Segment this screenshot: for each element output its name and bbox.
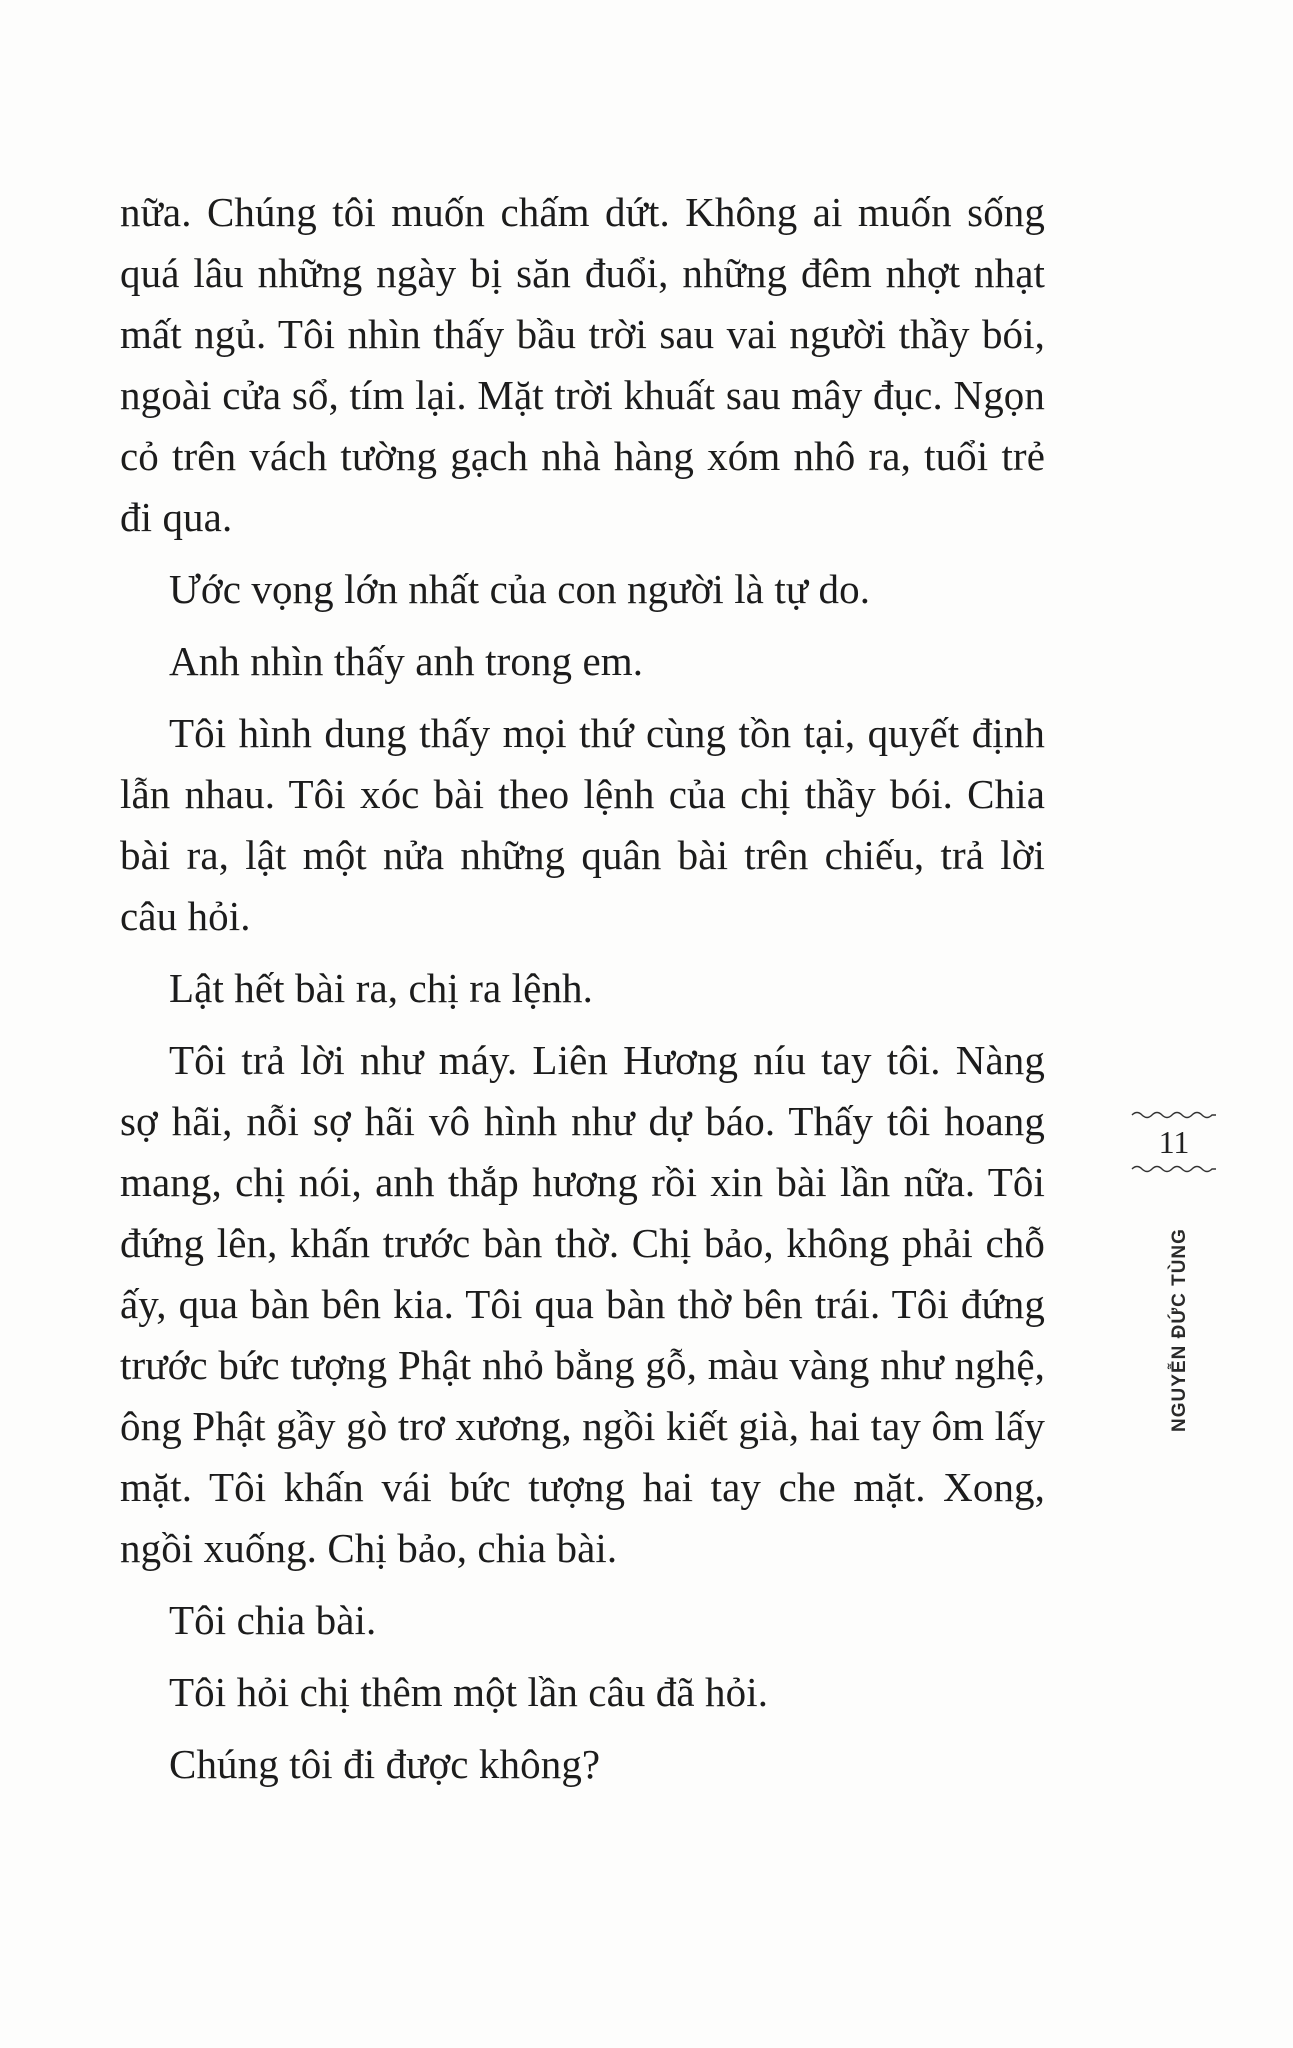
- running-author: [1160, 1220, 1200, 1440]
- paragraph-freedom: Ước vọng lớn nhất của con người là tự do.: [169, 566, 871, 612]
- paragraph-imagine: Tôi hình dung thấy mọi thứ cùng tồn tại, quyết định lẫn nhau. Tôi xóc bài theo lệnh của chị thầy bói. Chia bài ra, lật một nửa những quân bài trên chiếu, trả lời câu hỏi.: [120, 710, 1045, 939]
- author-name: NGUYỄN ĐỨC TÙNG: [1169, 1228, 1190, 1432]
- page-number: 11: [1158, 1124, 1190, 1160]
- squiggle-ornament-top: [1130, 1108, 1218, 1122]
- paragraph-deal: Tôi chia bài.: [169, 1597, 377, 1643]
- body-text: [120, 182, 1045, 1806]
- paragraph-anh-em: Anh nhìn thấy anh trong em.: [169, 638, 644, 684]
- paragraph-question: Chúng tôi đi được không?: [169, 1741, 601, 1787]
- page-folio: [1130, 1108, 1218, 1176]
- squiggle-ornament-bottom: [1130, 1162, 1218, 1176]
- paragraph-continuation: nữa. Chúng tôi muốn chấm dứt. Không ai muốn sống quá lâu những ngày bị săn đuổi, những đêm nhợt nhạt mất ngủ. Tôi nhìn thấy bầu trời sau vai người thầy bói, ngoài cửa sổ, tím lại. Mặt trời khuất sau mây đục. Ngọn cỏ trên vách tường gạch nhà hàng xóm nhô ra, tuổi trẻ đi qua.: [120, 189, 1045, 540]
- paragraph-ask-again: Tôi hỏi chị thêm một lần câu đã hỏi.: [169, 1669, 769, 1715]
- paragraph-answer: Tôi trả lời như máy. Liên Hương níu tay tôi. Nàng sợ hãi, nỗi sợ hãi vô hình như dự báo. Thấy tôi hoang mang, chị nói, anh thắp hương rồi xin bài lần nữa. Tôi đứng lên, khấn trước bàn thờ. Chị bảo, không phải chỗ ấy, qua bàn bên kia. Tôi qua bàn thờ bên trái. Tôi đứng trước bức tượng Phật nhỏ bằng gỗ, màu vàng như nghệ, ông Phật gầy gò trơ xương, ngồi kiết già, hai tay ôm lấy mặt. Tôi khấn vái bức tượng hai tay che mặt. Xong, ngồi xuống. Chị bảo, chia bài.: [120, 1037, 1045, 1571]
- paragraph-flip-cards: Lật hết bài ra, chị ra lệnh.: [169, 965, 593, 1011]
